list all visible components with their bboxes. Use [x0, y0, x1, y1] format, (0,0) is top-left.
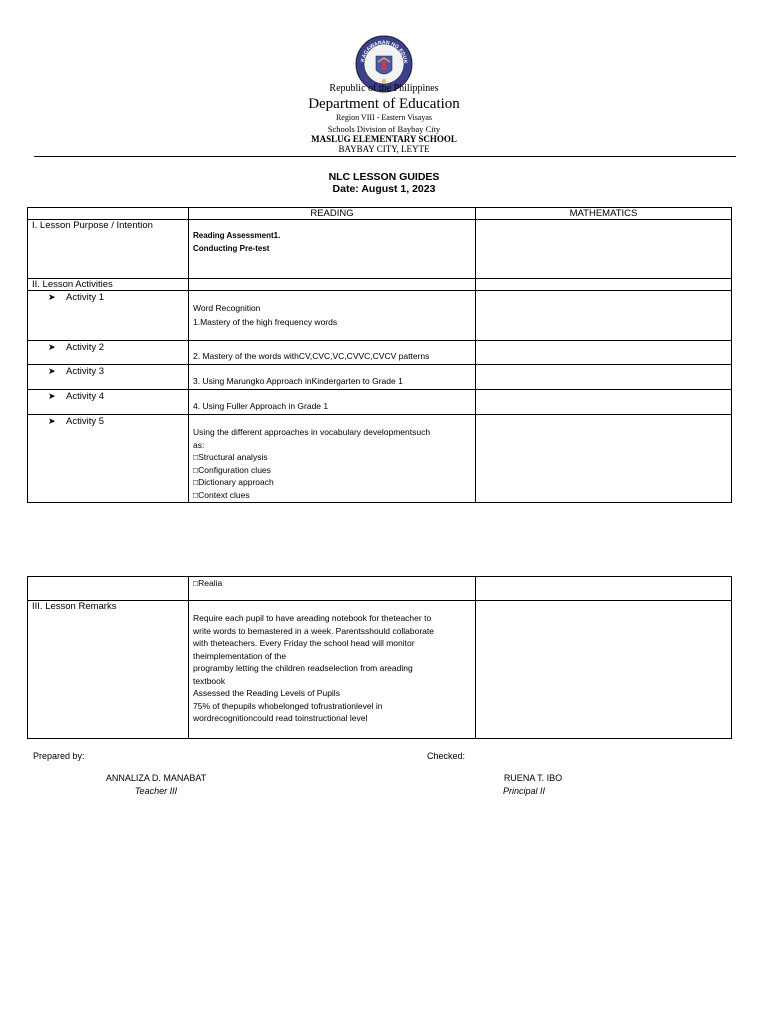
purpose-math-cell	[476, 220, 732, 279]
activity-line: 4. Using Fuller Approach in Grade 1	[193, 401, 329, 411]
realia-label-cell	[28, 577, 189, 601]
arrow-bullet-icon: ➤	[48, 342, 56, 352]
document-title: NLC LESSON GUIDES	[328, 171, 440, 183]
preparer-name: ANNALIZA D. MANABAT	[105, 773, 207, 783]
checker-name: RUENA T. IBO	[503, 773, 563, 783]
purpose-reading-cell	[189, 220, 476, 279]
table-row	[28, 390, 732, 415]
seal-text: KAGAWARAN NG EDUK	[360, 39, 409, 64]
school-name: MASLUG ELEMENTARY SCHOOL	[311, 134, 457, 144]
activity-math-cell	[476, 341, 732, 365]
table-header-row	[28, 208, 732, 220]
activity-reading-cell	[189, 365, 476, 390]
activity-line: □Dictionary approach	[193, 477, 274, 487]
activity-label-cell	[28, 390, 189, 415]
activity-reading-cell	[189, 415, 476, 503]
prepared-by-label: Prepared by:	[33, 751, 85, 761]
activity-line: Using the different approaches in vocabulary developmentsuch	[193, 427, 431, 437]
arrow-bullet-icon: ➤	[48, 366, 56, 376]
activity-label-cell	[28, 291, 189, 341]
activity-label: Activity 4	[66, 391, 105, 402]
checked-by-label: Checked:	[427, 751, 466, 761]
preparer-title: Teacher III	[134, 786, 178, 796]
activity-line: □Context clues	[193, 489, 250, 500]
remarks-line: wordrecognitioncould read toinstructional level	[193, 713, 368, 723]
document-date: Date: August 1, 2023	[332, 183, 436, 195]
activity-label: Activity 1	[66, 292, 105, 303]
header-divider	[34, 156, 736, 157]
table-row	[28, 279, 732, 291]
activity-label: Activity 3	[66, 366, 105, 377]
activity-label: Activity 5	[66, 416, 105, 427]
school-address: BAYBAY CITY, LEYTE	[338, 144, 430, 154]
activity-reading-cell	[189, 341, 476, 365]
activities-math-cell	[476, 279, 732, 291]
activity-line: 1.Mastery of the high frequency words	[193, 316, 338, 327]
realia-math-cell	[476, 577, 732, 601]
table-row	[28, 601, 732, 739]
arrow-bullet-icon: ➤	[48, 416, 56, 426]
purpose-line: Conducting Pre-test	[193, 243, 270, 253]
remarks-line: write words to bemastered in a week. Parentsshould collaborate	[193, 625, 434, 636]
table-row	[28, 415, 732, 503]
activity-line: 3. Using Marungko Approach inKindergarten to Grade 1	[193, 376, 403, 386]
remarks-math-cell	[476, 601, 732, 739]
table-row	[28, 291, 732, 341]
activity-line: 2. Mastery of the words withCV,CVC,VC,CVVC,CVCV patterns	[193, 351, 430, 361]
activity-label: Activity 2	[66, 342, 105, 353]
activities-label: II. Lesson Activities	[28, 279, 189, 291]
lesson-guide-table-continued	[27, 576, 732, 739]
remarks-line: theimplementation of the	[193, 650, 287, 661]
remarks-line: programby letting the children readselection from areading	[193, 663, 413, 673]
remarks-line: Require each pupil to have areading notebook for theteacher to	[193, 613, 432, 623]
republic-line: Republic of the Philippines	[329, 83, 439, 94]
department-title: Department of Education	[308, 96, 460, 112]
remarks-line: textbook	[193, 675, 226, 686]
arrow-bullet-icon: ➤	[48, 292, 56, 302]
table-row	[28, 220, 732, 279]
activity-math-cell	[476, 390, 732, 415]
remarks-line: 75% of thepupils whobelonged tofrustrationlevel in	[193, 700, 383, 711]
activity-reading-cell	[189, 291, 476, 341]
region-line: Region VIII - Eastern Visayas	[335, 113, 433, 122]
division-line: Schools Division of Baybay City	[327, 124, 441, 134]
activity-line: □Configuration clues	[193, 464, 271, 475]
activity-math-cell	[476, 365, 732, 390]
remarks-line: Assessed the Reading Levels of Pupils	[193, 688, 340, 698]
column-reading: READING	[189, 208, 476, 220]
activity-label-cell	[28, 415, 189, 503]
remarks-line: with theteachers. Every Friday the school head will monitor	[193, 638, 415, 648]
activity-label-cell	[28, 341, 189, 365]
activity-reading-cell	[189, 390, 476, 415]
purpose-label: I. Lesson Purpose / Intention	[28, 220, 189, 279]
activity-line: as:	[193, 439, 205, 450]
activity-label-cell	[28, 365, 189, 390]
lesson-guide-table	[27, 207, 732, 503]
arrow-bullet-icon: ➤	[48, 391, 56, 401]
table-row	[28, 341, 732, 365]
purpose-line: Reading Assessment1.	[193, 231, 281, 240]
activity-line: □Structural analysis	[193, 452, 268, 462]
column-mathematics: MATHEMATICS	[476, 208, 732, 220]
table-row	[28, 577, 732, 601]
activity-line: Word Recognition	[193, 303, 261, 313]
checker-title: Principal II	[502, 786, 546, 796]
realia-cell: □Realia	[189, 577, 476, 601]
activity-math-cell	[476, 415, 732, 503]
header-empty-cell	[28, 208, 189, 220]
table-row	[28, 365, 732, 390]
remarks-reading-cell	[189, 601, 476, 739]
remarks-label: III. Lesson Remarks	[28, 601, 189, 739]
activity-math-cell	[476, 291, 732, 341]
activities-reading-cell	[189, 279, 476, 291]
